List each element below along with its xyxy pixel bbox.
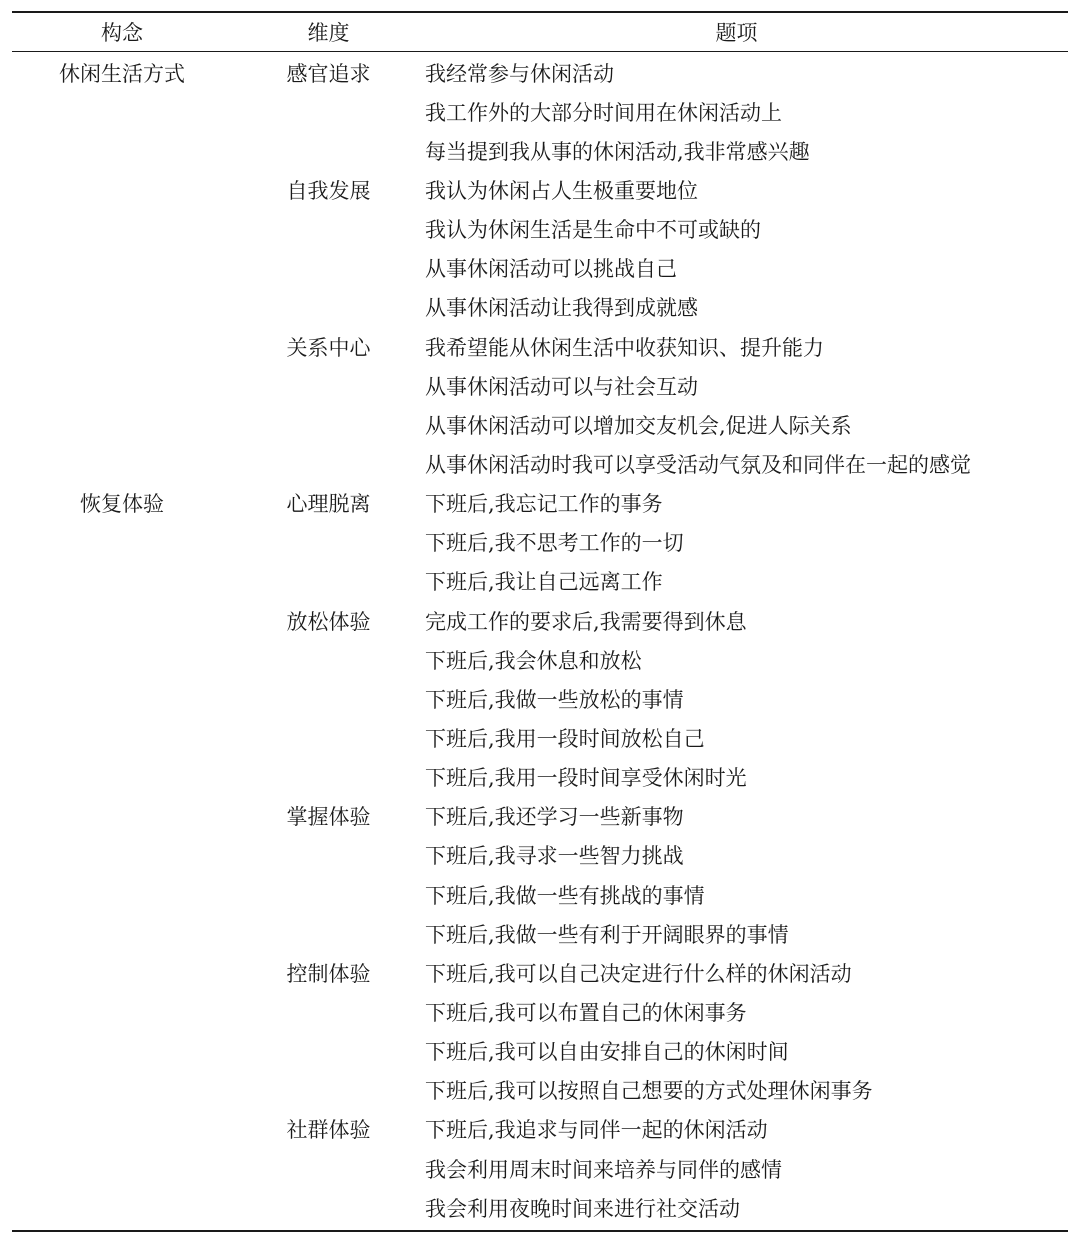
table-row: [12, 758, 1068, 797]
table-row: [12, 366, 1068, 405]
item-cell: 我希望能从休闲生活中收获知识、提升能力: [425, 335, 824, 360]
table-row: [12, 914, 1068, 953]
table-row: [12, 288, 1068, 327]
table-body: [12, 52, 1068, 1230]
table-row: [12, 327, 1068, 366]
table-row: [12, 523, 1068, 562]
item-cell: 下班后,我追求与同伴一起的休闲活动: [425, 1118, 768, 1143]
item-cell: 完成工作的要求后,我需要得到休息: [425, 609, 747, 634]
item-cell: 每当提到我从事的休闲活动,我非常感兴趣: [425, 139, 810, 164]
table-row: [12, 836, 1068, 875]
dimension-cell: 感官追求: [286, 61, 371, 86]
item-cell: 从事休闲活动可以增加交友机会,促进人际关系: [425, 413, 852, 438]
dimension-cell: 自我发展: [286, 178, 371, 203]
table-row: [12, 249, 1068, 288]
item-cell: 下班后,我让自己远离工作: [425, 570, 663, 595]
table-row: [12, 601, 1068, 640]
table-row: [12, 210, 1068, 249]
item-cell: 下班后,我忘记工作的事务: [425, 492, 663, 517]
header-construct: 构念: [101, 21, 143, 45]
table-header: [12, 13, 1068, 51]
dimension-cell: 掌握体验: [286, 805, 371, 830]
dimension-cell: 控制体验: [286, 961, 371, 986]
table-row: [12, 1032, 1068, 1071]
item-cell: 下班后,我做一些有利于开阔眼界的事情: [425, 922, 789, 947]
table-row: [12, 1188, 1068, 1227]
item-cell: 我认为休闲生活是生命中不可或缺的: [425, 218, 761, 243]
item-cell: 我会利用夜晚时间来进行社交活动: [425, 1196, 740, 1221]
table-row: [12, 444, 1068, 483]
header-dimension: 维度: [307, 21, 350, 45]
item-cell: 下班后,我做一些有挑战的事情: [425, 883, 705, 908]
item-cell: 下班后,我可以自由安排自己的休闲时间: [425, 1040, 789, 1065]
item-cell: 我认为休闲占人生极重要地位: [425, 178, 698, 203]
table-row: [12, 1071, 1068, 1110]
table-row: [12, 484, 1068, 523]
table-row: [12, 718, 1068, 757]
item-cell: 下班后,我不思考工作的一切: [425, 531, 684, 556]
item-cell: 下班后,我做一些放松的事情: [425, 687, 684, 712]
item-cell: 从事休闲活动可以与社会互动: [425, 374, 698, 399]
item-cell: 下班后,我可以布置自己的休闲事务: [425, 1000, 747, 1025]
construct-cell: 休闲生活方式: [59, 61, 185, 86]
item-cell: 下班后,我会休息和放松: [425, 648, 642, 673]
table-row: [12, 953, 1068, 992]
item-cell: 从事休闲活动可以挑战自己: [425, 257, 677, 282]
item-cell: 我会利用周末时间来培养与同伴的感情: [425, 1157, 782, 1182]
dimension-cell: 心理脱离: [286, 492, 371, 517]
dimension-cell: 放松体验: [286, 609, 371, 634]
table-row: [12, 640, 1068, 679]
item-cell: 下班后,我用一段时间放松自己: [425, 726, 705, 751]
scale-items-table: [12, 11, 1068, 1232]
bottom-rule: [12, 1230, 1068, 1232]
item-cell: 下班后,我可以自己决定进行什么样的休闲活动: [425, 961, 852, 986]
table-row: [12, 92, 1068, 131]
table-row: [12, 875, 1068, 914]
dimension-cell: 关系中心: [286, 335, 371, 360]
item-cell: 下班后,我还学习一些新事物: [425, 805, 684, 830]
table-row: [12, 131, 1068, 170]
header-item: 题项: [715, 21, 758, 45]
table-row: [12, 170, 1068, 209]
item-cell: 从事休闲活动时我可以享受活动气氛及和同伴在一起的感觉: [425, 452, 971, 477]
table-row: [12, 562, 1068, 601]
item-cell: 我工作外的大部分时间用在休闲活动上: [425, 100, 782, 125]
item-cell: 下班后,我寻求一些智力挑战: [425, 844, 684, 869]
table-row: [12, 679, 1068, 718]
item-cell: 我经常参与休闲活动: [425, 61, 614, 86]
table-row: [12, 797, 1068, 836]
item-cell: 从事休闲活动让我得到成就感: [425, 296, 698, 321]
table-row: [12, 53, 1068, 92]
item-cell: 下班后,我可以按照自己想要的方式处理休闲事务: [425, 1079, 873, 1104]
table-row: [12, 992, 1068, 1031]
table-row: [12, 1149, 1068, 1188]
table-row: [12, 1110, 1068, 1149]
dimension-cell: 社群体验: [286, 1118, 371, 1143]
table-row: [12, 405, 1068, 444]
item-cell: 下班后,我用一段时间享受休闲时光: [425, 766, 747, 791]
construct-cell: 恢复体验: [80, 492, 164, 517]
